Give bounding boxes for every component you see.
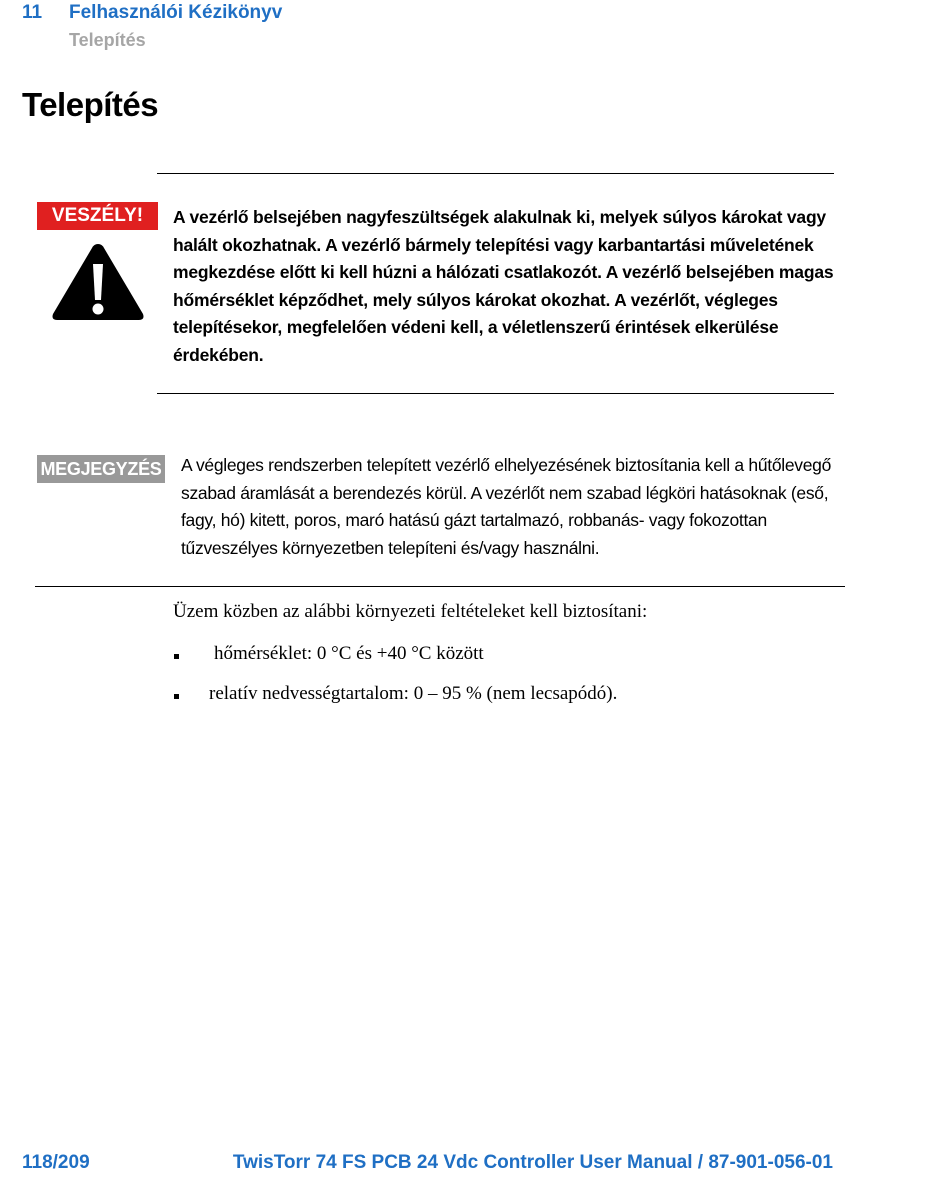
page-title: Telepítés — [22, 86, 159, 123]
divider-top — [157, 173, 834, 174]
note-text: A végleges rendszerben telepített vezérlő elhelyezésének biztosítania kell a hűtőlevegő szabad áramlását a berendezés körül. A vezérlőt nem szabad légköri hatásoknak (eső, fagy, hó) kitett, poros, maró hatású gázt tartalmazó, robbanás- vagy fokozottan tűzveszélyes környezetben telepíteni és/vagy használni. — [181, 455, 832, 558]
bullet-marker — [174, 654, 179, 659]
danger-badge: VESZÉLY! — [37, 202, 158, 230]
chapter-title: Felhasználói Kézikönyv — [69, 2, 283, 23]
divider-note-bottom — [35, 586, 845, 587]
danger-text: A vezérlő belsejében nagyfeszültségek alakulnak ki, melyek súlyos károkat vagy halált okozhatnak. A vezérlő bármely telepítési vagy karbantartási műveletének megkezdése előtt ki kell húzni a hálózati csatlakozót. A vezérlő belsejében magas hőmérséklet képződhet, mely súlyos károkat okozhat. A vezérlőt, végleges telepítésekor, megfelelően védeni kell, a véletlenszerű érintések elkerülése érdekében. — [173, 207, 834, 365]
section-name: Telepítés — [69, 30, 146, 50]
footer-doc-title: TwisTorr 74 FS PCB 24 Vdc Controller User Manual / 87-901-056-01 — [232, 1152, 833, 1173]
divider-danger-bottom — [157, 393, 834, 394]
bullet-marker — [174, 694, 179, 699]
chapter-number: 11 — [22, 2, 43, 23]
note-badge: MEGJEGYZÉS — [37, 455, 165, 483]
bullet-temperature: hőmérséklet: 0 °C és +40 °C között — [214, 643, 484, 664]
page-number: 118/209 — [22, 1152, 90, 1173]
warning-triangle-icon — [49, 240, 147, 324]
bullet-humidity: relatív nedvességtartalom: 0 – 95 % (nem lecsapódó). — [209, 683, 618, 704]
intro-text: Üzem közben az alábbi környezeti feltételeket kell biztosítani: — [173, 601, 648, 622]
